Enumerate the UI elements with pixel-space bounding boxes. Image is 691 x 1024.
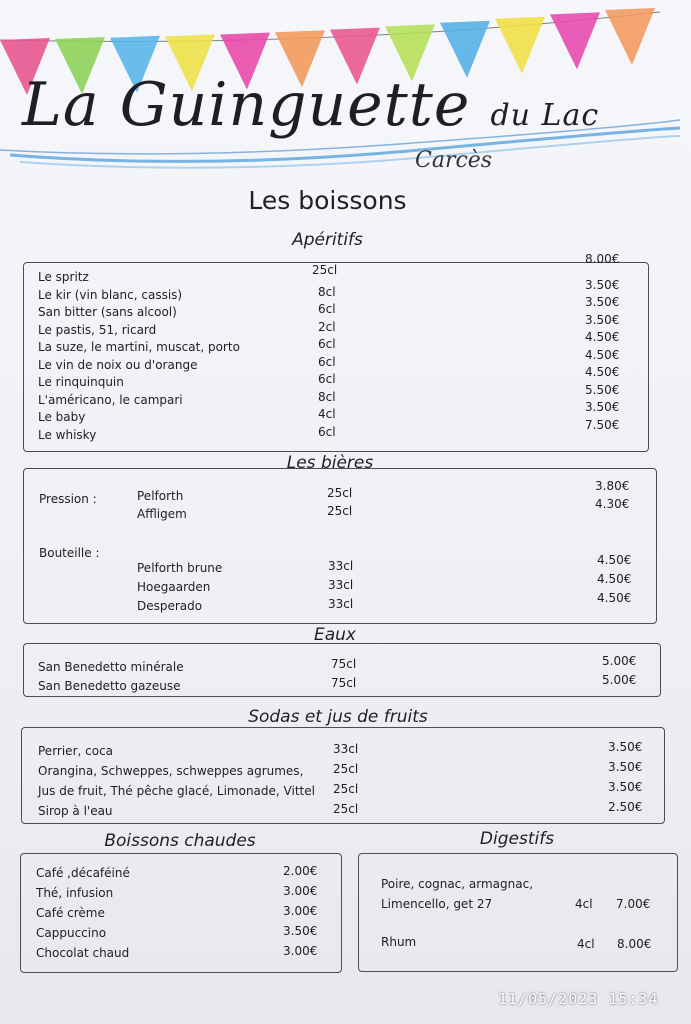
eau-volume: 75cl [331, 657, 357, 671]
digestif-line-1: Poire, cognac, armagnac, [381, 877, 534, 891]
pression-label: Pression : [39, 492, 97, 506]
aperitif-name: Le pastis, 51, ricard [38, 322, 157, 337]
soda-price: 3.50€ [608, 780, 643, 794]
digestifs-box [358, 853, 678, 972]
digestif-volume-2: 4cl [577, 937, 595, 951]
aperitif-price: 4.50€ [585, 365, 620, 379]
logo-main-text: La Guinguette [22, 70, 471, 140]
chaude-price: 3.00€ [283, 884, 318, 898]
section-title-sodas: Sodas et jus de fruits [248, 707, 428, 727]
digestif-price-1: 7.00€ [616, 897, 651, 911]
eau-volume: 75cl [331, 676, 357, 690]
aperitif-price: 8.00€ [585, 252, 620, 266]
aperitif-price: 4.50€ [585, 347, 620, 362]
aperitif-name: Le rinquinquin [38, 375, 124, 389]
biere-price: 4.50€ [597, 553, 632, 567]
page-title: Les boissons [248, 186, 407, 215]
eau-name: San Benedetto gazeuse [38, 679, 181, 693]
chaude-name: Café ,décaféiné [36, 866, 130, 880]
bunting-flag [550, 12, 600, 69]
section-title-bieres: Les bières [286, 453, 374, 473]
aperitif-volume: 6cl [318, 424, 336, 439]
aperitif-price: 5.50€ [585, 382, 620, 397]
city-name: Carcès [415, 148, 493, 173]
biere-name: Pelforth [137, 489, 184, 503]
section-title-eaux: Eaux [314, 625, 356, 645]
digestif-rhum: Rhum [381, 935, 417, 949]
chaude-price: 2.00€ [283, 864, 318, 878]
chaude-name: Café crème [36, 906, 105, 920]
chaude-name: Chocolat chaud [36, 946, 130, 960]
soda-volume: 33cl [333, 742, 359, 756]
logo-swoosh [0, 110, 691, 180]
biere-price: 4.30€ [595, 497, 630, 511]
photo-timestamp: 11/05/2023 15:34 [498, 990, 659, 1008]
eau-price: 5.00€ [602, 673, 637, 687]
digestif-price-2: 8.00€ [617, 937, 652, 951]
biere-price: 3.80€ [595, 479, 630, 493]
aperitif-name: La suze, le martini, muscat, porto [38, 340, 240, 354]
soda-price: 3.50€ [608, 740, 643, 754]
aperitif-name: Le spritz [38, 270, 89, 284]
aperitif-name: Le baby [38, 410, 86, 424]
chaude-name: Thé, infusion [36, 886, 114, 900]
eau-name: San Benedetto minérale [38, 660, 184, 674]
biere-volume: 33cl [328, 578, 354, 592]
biere-name: Hoegaarden [137, 580, 211, 594]
aperitif-volume: 8cl [318, 284, 336, 299]
aperitif-price: 4.50€ [585, 330, 620, 344]
chaude-price: 3.00€ [283, 944, 318, 958]
logo-small-text: du Lac [490, 98, 600, 133]
chaude-name: Cappuccino [36, 926, 107, 940]
aperitif-name: L'américano, le campari [38, 392, 183, 407]
soda-name: Perrier, coca [38, 744, 114, 758]
soda-name: Orangina, Schweppes, schweppes agrumes, [38, 764, 304, 778]
digestif-volume-1: 4cl [575, 897, 593, 911]
section-title-digestifs: Digestifs [479, 829, 555, 849]
aperitif-volume: 25cl [312, 263, 338, 277]
bunting-flag [495, 17, 545, 74]
soda-price: 2.50€ [608, 800, 643, 814]
aperitif-price: 7.50€ [585, 417, 620, 432]
aperitif-volume: 6cl [318, 302, 336, 316]
aperitif-volume: 6cl [318, 372, 336, 386]
aperitif-volume: 6cl [318, 354, 336, 369]
chaude-price: 3.50€ [283, 924, 318, 938]
section-title-chaudes: Boissons chaudes [104, 831, 256, 851]
soda-name: Jus de fruit, Thé pêche glacé, Limonade, Vittel [38, 784, 315, 798]
chaude-price: 3.00€ [283, 904, 318, 918]
aperitif-name: San bitter (sans alcool) [38, 305, 177, 319]
biere-price: 4.50€ [597, 572, 632, 586]
eau-price: 5.00€ [602, 654, 637, 668]
aperitif-price: 3.50€ [585, 295, 620, 309]
soda-volume: 25cl [333, 782, 359, 796]
biere-name: Pelforth brune [137, 561, 223, 575]
biere-name: Affligem [137, 507, 187, 521]
aperitif-name: Le kir (vin blanc, cassis) [38, 287, 183, 302]
biere-volume: 33cl [328, 597, 354, 611]
digestif-line-2: Limencello, get 27 [381, 897, 493, 911]
aperitif-name: Le vin de noix ou d'orange [38, 357, 198, 372]
soda-volume: 25cl [333, 802, 359, 816]
soda-price: 3.50€ [608, 760, 643, 774]
aperitif-name: Le whisky [38, 427, 97, 442]
soda-name: Sirop à l'eau [38, 804, 113, 818]
aperitif-volume: 4cl [318, 407, 336, 421]
biere-volume: 25cl [327, 486, 353, 500]
aperitif-price: 3.50€ [585, 312, 620, 327]
biere-volume: 33cl [328, 559, 354, 573]
biere-name: Desperado [137, 599, 203, 613]
aperitif-price: 3.50€ [585, 277, 620, 292]
bunting-flag [605, 8, 655, 65]
aperitif-price: 3.50€ [585, 400, 620, 414]
biere-price: 4.50€ [597, 591, 632, 605]
section-title-aperitifs: Apéritifs [292, 230, 363, 250]
biere-volume: 25cl [327, 504, 353, 518]
soda-volume: 25cl [333, 762, 359, 776]
aperitif-volume: 2cl [318, 319, 336, 334]
bouteille-label: Bouteille : [39, 546, 100, 560]
aperitif-volume: 6cl [318, 337, 336, 351]
aperitif-volume: 8cl [318, 389, 336, 404]
